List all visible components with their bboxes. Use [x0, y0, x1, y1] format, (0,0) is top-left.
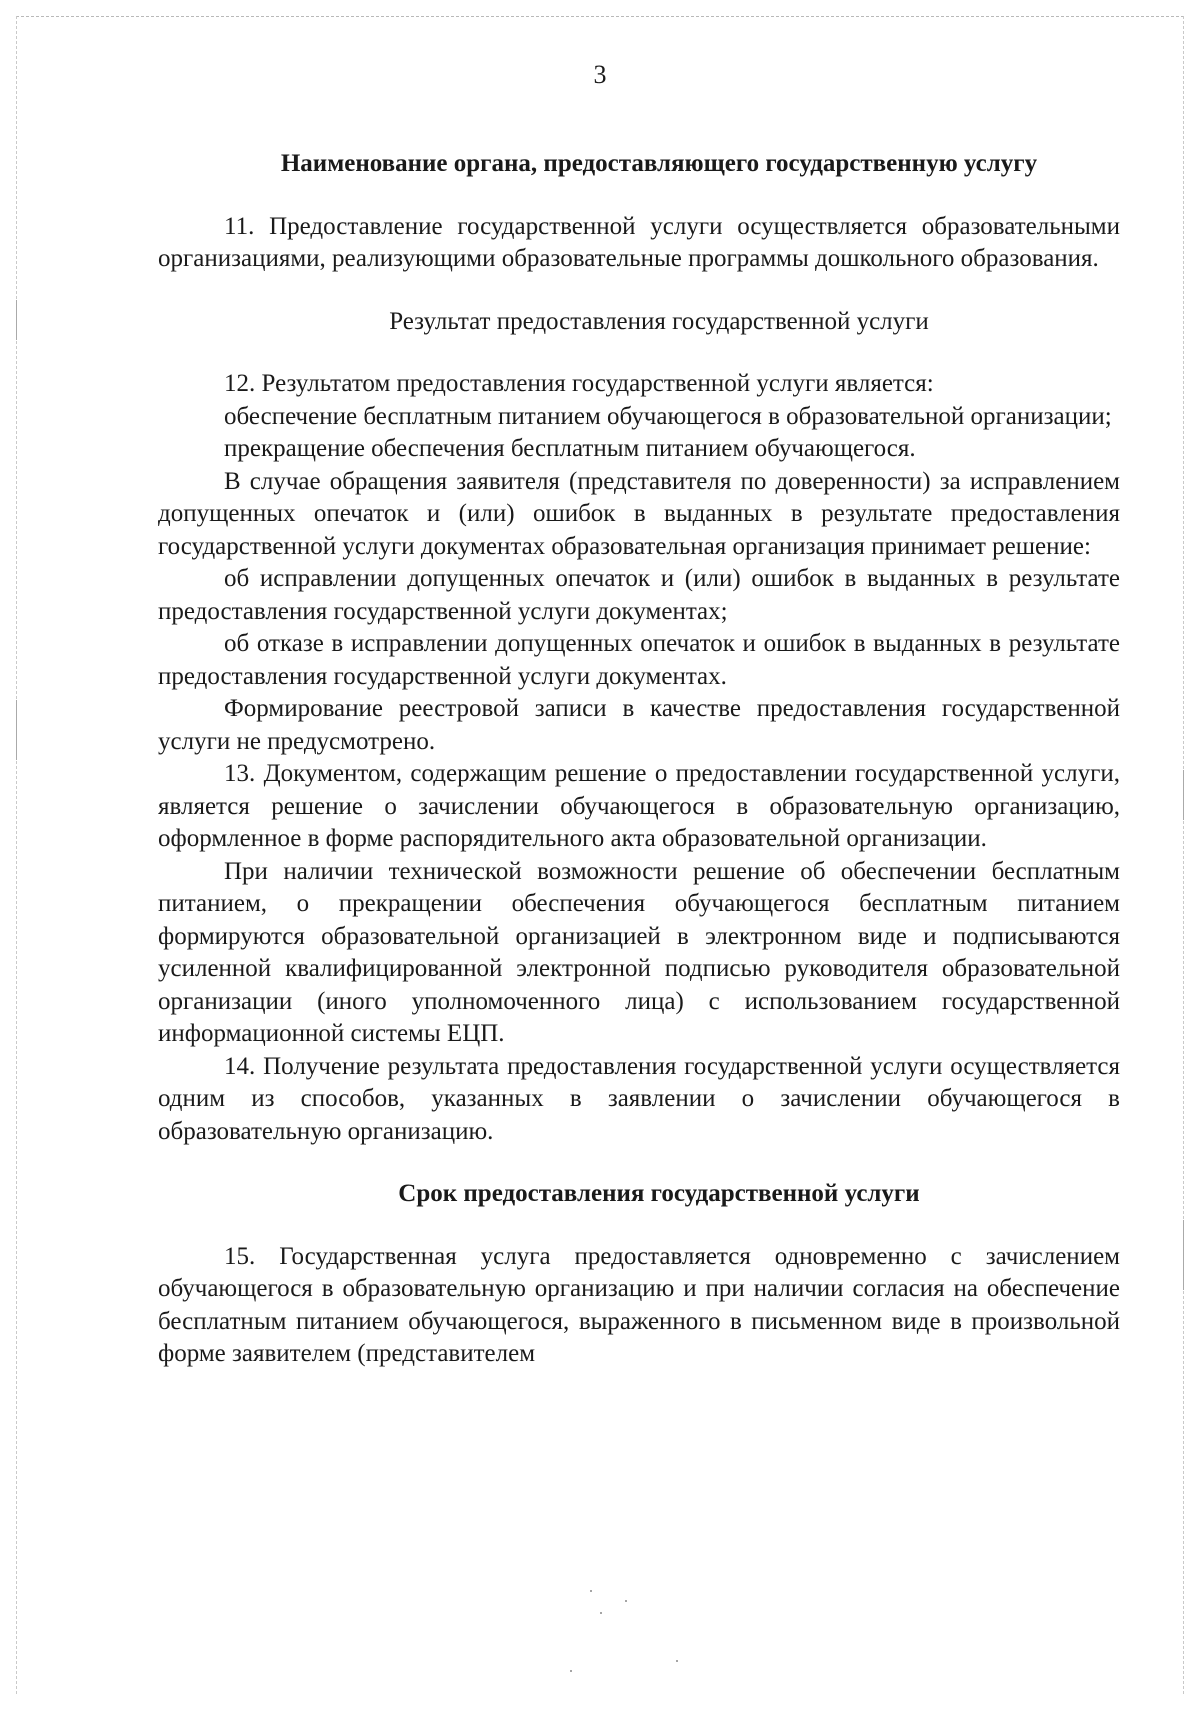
- scan-speck: [570, 1670, 572, 1672]
- scan-speck: [600, 1612, 602, 1614]
- document-body: [158, 148, 1120, 1371]
- paragraph-14: 14. Получение результата предоставления государственной услуги осуществляется одним из способов, указанных в заявлении о зачислении обучающегося в образовательную организацию.: [158, 1052, 1120, 1145]
- scan-speck: [676, 1660, 678, 1662]
- scan-edge-mark: [1183, 770, 1184, 820]
- paragraph-12-item-1: обеспечение бесплатным питанием обучающегося в образовательной организации;: [224, 402, 1112, 430]
- paragraph-12-decision-2: об отказе в исправлении допущенных опечаток и ошибок в выданных в результате предоставления государственной услуги документах.: [158, 630, 1120, 690]
- scan-speck: [625, 1600, 627, 1602]
- scan-speck: [590, 1590, 592, 1592]
- paragraph-12-decision-1: об исправлении допущенных опечаток и (или) ошибок в выданных в результате предоставления государственной услуги документах;: [158, 565, 1120, 625]
- section-heading-authority: Наименование органа, предоставляющего государственную услугу: [280, 150, 1038, 177]
- paragraph-12-intro: 12. Результатом предоставления государственной услуги является:: [224, 370, 934, 397]
- paragraph-13-technical: При наличии технической возможности решение об обеспечении бесплатным питанием, о прекращении обеспечения обучающегося бесплатным питанием формируются образовательной организацией в электронном виде и подписываются усиленной квалифицированной электронной подписью руководителя образовательной организации (иного уполномоченного лица) с использованием государственной информационной системы ЕЦП.: [158, 857, 1120, 1047]
- paragraph-12-case: В случае обращения заявителя (представителя по доверенности) за исправлением допущенных опечаток и (или) ошибок в выданных в результате предоставления государственной услуги документах образовательная организация принимает решение:: [158, 467, 1120, 560]
- paragraph-13: 13. Документом, содержащим решение о предоставлении государственной услуги, является решение о зачислении обучающегося в образовательную организацию, оформленное в форме распорядительного акта образовательной организации.: [158, 760, 1120, 852]
- scan-edge-mark: [1183, 1220, 1184, 1290]
- section-heading-result: Результат предоставления государственной услуги: [389, 307, 929, 335]
- scan-edge-mark: [16, 700, 17, 760]
- section-heading-term: Срок предоставления государственной услуги: [398, 1180, 920, 1207]
- paragraph-12-registry: Формирование реестровой записи в качестве предоставления государственной услуги не предусмотрено.: [158, 695, 1120, 755]
- paragraph-11: 11. Предоставление государственной услуги осуществляется образовательными организациями, реализующими образовательные программы дошкольного образования.: [158, 212, 1120, 272]
- page-number: 3: [593, 60, 607, 89]
- scan-edge-mark: [16, 300, 17, 340]
- paragraph-15: 15. Государственная услуга предоставляется одновременно с зачислением обучающегося в образовательную организацию и при наличии согласия на обеспечение бесплатным питанием обучающегося, выраженного в письменном виде в произвольной форме заявителем (представителем: [158, 1242, 1120, 1367]
- paragraph-12-item-2: прекращение обеспечения бесплатным питанием обучающегося.: [224, 435, 916, 462]
